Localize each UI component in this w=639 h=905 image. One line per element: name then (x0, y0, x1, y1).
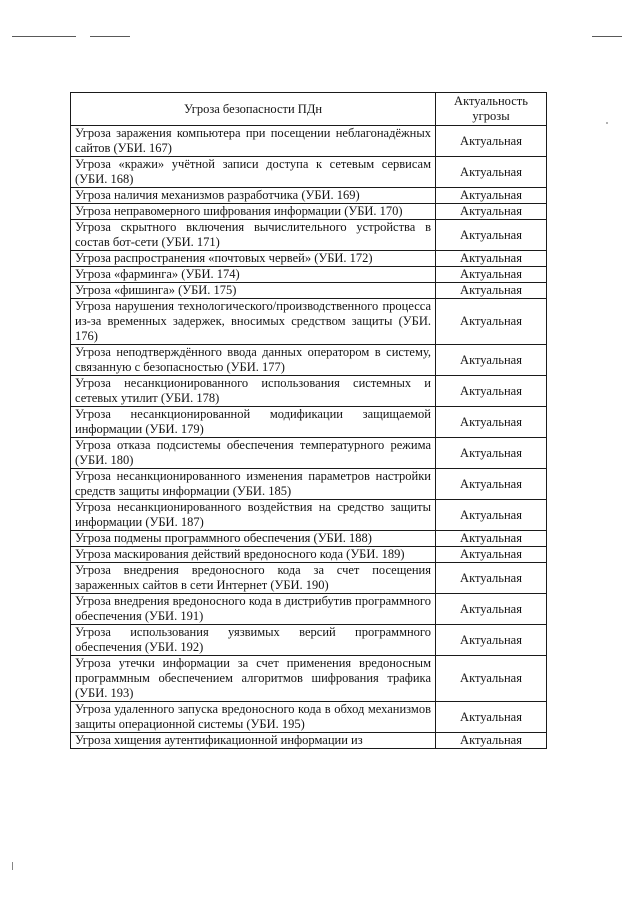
threat-name: Угроза нарушения технологического/производственного процесса из-за временных задержек, вносимых средством защиты (УБИ. 176) (71, 299, 436, 345)
threat-relevance: Актуальная (436, 656, 547, 702)
threat-name: Угроза несанкционированного использования системных и сетевых утилит (УБИ. 178) (71, 376, 436, 407)
threat-relevance: Актуальная (436, 563, 547, 594)
table-header-row (71, 93, 547, 126)
threat-name: Угроза наличия механизмов разработчика (УБИ. 169) (71, 188, 436, 204)
table-row (71, 469, 547, 500)
threats-table (70, 92, 547, 749)
threat-name: Угроза несанкционированной модификации защищаемой информации (УБИ. 179) (71, 407, 436, 438)
threat-relevance: Актуальная (436, 407, 547, 438)
threat-name: Угроза несанкционированного воздействия на средство защиты информации (УБИ. 187) (71, 500, 436, 531)
table-row (71, 500, 547, 531)
threat-relevance: Актуальная (436, 188, 547, 204)
threat-name: Угроза утечки информации за счет применения вредоносным программным обеспечением алгоритмов шифрования трафика (УБИ. 193) (71, 656, 436, 702)
threat-relevance: Актуальная (436, 299, 547, 345)
threat-relevance: Актуальная (436, 469, 547, 500)
scan-artifact-dot (606, 122, 608, 124)
table-row (71, 547, 547, 563)
table-row (71, 157, 547, 188)
threat-relevance: Актуальная (436, 204, 547, 220)
threat-name: Угроза «фарминга» (УБИ. 174) (71, 267, 436, 283)
threat-relevance: Актуальная (436, 345, 547, 376)
scan-artifact-line (12, 36, 76, 37)
threat-name: Угроза распространения «почтовых червей» (УБИ. 172) (71, 251, 436, 267)
threat-name: Угроза скрытного включения вычислительного устройства в состав бот-сети (УБИ. 171) (71, 220, 436, 251)
threat-name: Угроза «фишинга» (УБИ. 175) (71, 283, 436, 299)
threat-name: Угроза хищения аутентификационной информации из (71, 733, 436, 749)
table-row (71, 188, 547, 204)
threat-relevance: Актуальная (436, 376, 547, 407)
threat-relevance: Актуальная (436, 594, 547, 625)
threat-relevance: Актуальная (436, 438, 547, 469)
threat-name: Угроза внедрения вредоносного кода в дистрибутив программного обеспечения (УБИ. 191) (71, 594, 436, 625)
table-row (71, 438, 547, 469)
threat-relevance: Актуальная (436, 625, 547, 656)
table-row (71, 204, 547, 220)
threat-name: Угроза заражения компьютера при посещении неблагонадёжных сайтов (УБИ. 167) (71, 126, 436, 157)
table-row (71, 299, 547, 345)
header-relevance: Актуальность угрозы (436, 93, 547, 126)
table-row (71, 267, 547, 283)
threat-relevance: Актуальная (436, 500, 547, 531)
threat-name: Угроза подмены программного обеспечения (УБИ. 188) (71, 531, 436, 547)
table-row (71, 283, 547, 299)
table-row (71, 733, 547, 749)
table-row (71, 407, 547, 438)
threat-relevance: Актуальная (436, 702, 547, 733)
threat-name: Угроза использования уязвимых версий программного обеспечения (УБИ. 192) (71, 625, 436, 656)
table-row (71, 376, 547, 407)
table-row (71, 594, 547, 625)
threat-relevance: Актуальная (436, 251, 547, 267)
threat-name: Угроза внедрения вредоносного кода за счет посещения зараженных сайтов в сети Интернет (УБИ. 190) (71, 563, 436, 594)
table-row (71, 345, 547, 376)
threat-name: Угроза неправомерного шифрования информации (УБИ. 170) (71, 204, 436, 220)
threat-relevance: Актуальная (436, 531, 547, 547)
threat-relevance: Актуальная (436, 157, 547, 188)
threat-relevance: Актуальная (436, 283, 547, 299)
table-row (71, 563, 547, 594)
threat-name: Угроза отказа подсистемы обеспечения температурного режима (УБИ. 180) (71, 438, 436, 469)
threat-name: Угроза неподтверждённого ввода данных оператором в систему, связанную с безопасностью (УБИ. 177) (71, 345, 436, 376)
threat-relevance: Актуальная (436, 267, 547, 283)
table-row (71, 656, 547, 702)
table-row (71, 625, 547, 656)
threat-name: Угроза удаленного запуска вредоносного кода в обход механизмов защиты операционной системы (УБИ. 195) (71, 702, 436, 733)
threat-relevance: Актуальная (436, 220, 547, 251)
header-threat: Угроза безопасности ПДн (71, 93, 436, 126)
table-row (71, 220, 547, 251)
threat-name: Угроза «кражи» учётной записи доступа к сетевым сервисам (УБИ. 168) (71, 157, 436, 188)
scan-artifact-line (90, 36, 130, 37)
table-body (71, 126, 547, 749)
threat-relevance: Актуальная (436, 126, 547, 157)
table-row (71, 251, 547, 267)
threat-name: Угроза несанкционированного изменения параметров настройки средств защиты информации (УБИ. 185) (71, 469, 436, 500)
table-row (71, 702, 547, 733)
scan-artifact-mark (12, 862, 13, 870)
threat-relevance: Актуальная (436, 547, 547, 563)
threat-name: Угроза маскирования действий вредоносного кода (УБИ. 189) (71, 547, 436, 563)
table-row (71, 531, 547, 547)
table-row (71, 126, 547, 157)
scan-artifact-line (592, 36, 622, 37)
threat-relevance: Актуальная (436, 733, 547, 749)
